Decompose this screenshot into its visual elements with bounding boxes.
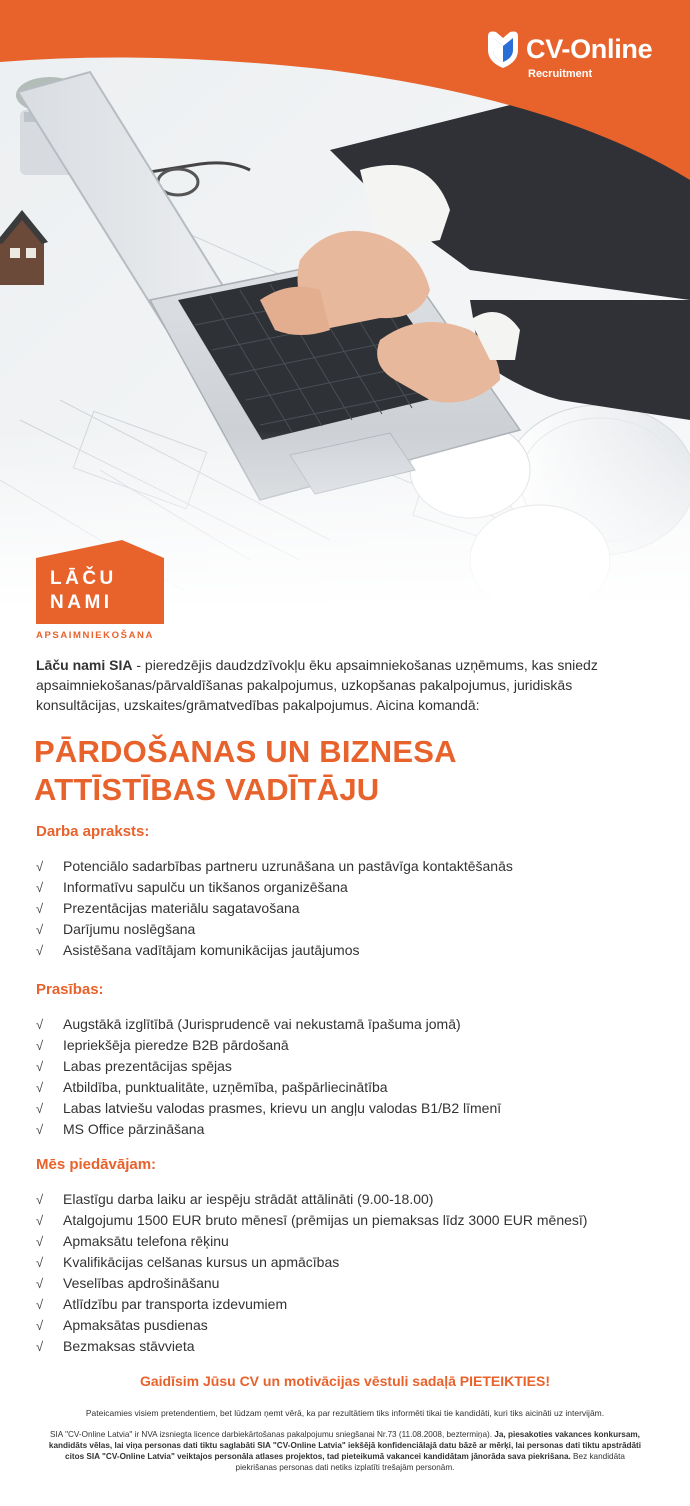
list-item-text: Elastīgu darba laiku ar iespēju strādāt attālināti (9.00-18.00) [63, 1191, 434, 1207]
job-title-line2: ATTĪSTĪBAS VADĪTĀJU [34, 772, 380, 807]
hero-photo [0, 0, 690, 610]
legal-privacy: Bez kandidāta piekrišanas personas dati netiks izplatīti trešajām personām. [235, 1452, 625, 1472]
list-item-text: Asistēšana vadītājam komunikācijas jautājumos [63, 942, 360, 958]
list-item-text: Bezmaksas stāvvieta [63, 1338, 195, 1354]
checkmark-icon: √ [36, 1213, 44, 1228]
list-item-text: Prezentācijas materiālu sagatavošana [63, 900, 300, 916]
list-item-text: Apmaksātu telefona rēķinu [63, 1233, 229, 1249]
apply-call-to-action: Gaidīsim Jūsu CV un motivācijas vēstuli sadaļā PIETEIKTIES! [139, 1373, 551, 1389]
list-item [36, 1056, 656, 1077]
checkmark-icon: √ [36, 1234, 44, 1249]
list-item-text: Darījumu noslēgšana [63, 921, 196, 937]
list-item-text: Atbildība, punktualitāte, uzņēmība, pašpārliecinātība [63, 1079, 388, 1095]
company-name: Lāču nami SIA [36, 657, 133, 673]
company-intro [36, 655, 656, 715]
list-item-text: Veselības apdrošināšanu [63, 1275, 220, 1291]
checkmark-icon: √ [36, 922, 44, 937]
section-heading: Prasības: [36, 981, 104, 998]
cv-online-heart-icon [484, 30, 522, 70]
checkmark-icon: √ [36, 859, 44, 874]
list-item [36, 1273, 656, 1294]
list-item [36, 1077, 656, 1098]
list-item [36, 1336, 656, 1357]
legal-notice [46, 1429, 644, 1473]
list-item [36, 898, 656, 919]
section-heading: Mēs piedāvājam: [36, 1156, 157, 1173]
checkmark-icon: √ [36, 1017, 44, 1032]
list-item-text: Atlīdzību par transporta izdevumiem [63, 1296, 288, 1312]
list-item [36, 1189, 656, 1210]
employer-logo [36, 540, 166, 644]
list-item [36, 1035, 656, 1056]
legal-consent: Ja, piesakoties vakances konkursam, kandidāts vēlas, lai viņa personas dati tiktu saglabāti SIA "CV-Online Latvia" iekšējā konfidenciālajā datu bāzē ar mērķi, lai personas dati tiktu apstrādāti citos SIA "CV-Online Latvia" veiktajos personāla atlases projektos, tad pieteikumā vakancei kandidātam jānorāda sava piekrišana. [48, 1430, 642, 1461]
list-item [36, 1098, 656, 1119]
list-item-text: Labas prezentācijas spējas [63, 1058, 232, 1074]
employer-tagline: APSAIMNIEKOŠANA [36, 630, 154, 641]
list-item-text: Kvalifikācijas celšanas kursus un apmācības [63, 1254, 340, 1270]
bullet-list [36, 1189, 656, 1357]
brand-name: CV-Online [526, 34, 653, 64]
list-item [36, 940, 656, 961]
section-requirements [36, 980, 656, 1140]
checkmark-icon: √ [36, 1255, 44, 1270]
checkmark-icon: √ [36, 1192, 44, 1207]
job-title [34, 733, 654, 809]
checkmark-icon: √ [36, 1339, 44, 1354]
list-item [36, 1119, 656, 1140]
section-job-description [36, 822, 656, 961]
list-item [36, 1014, 656, 1035]
list-item [36, 1210, 656, 1231]
hero-banner [0, 0, 690, 610]
checkmark-icon: √ [36, 1101, 44, 1116]
checkmark-icon: √ [36, 880, 44, 895]
employer-name-line2: NAMI [50, 592, 113, 613]
checkmark-icon: √ [36, 1059, 44, 1074]
list-item [36, 1294, 656, 1315]
list-item [36, 1231, 656, 1252]
brand-subtitle: Recruitment [528, 68, 593, 80]
legal-licence: SIA "CV-Online Latvia" ir NVA izsniegta licence darbiekārtošanas pakalpojumu sniegšanai Nr.73 (11.08.2008, beztermiņa). [50, 1430, 495, 1439]
list-item-text: MS Office pārzināšana [63, 1121, 205, 1137]
checkmark-icon: √ [36, 1080, 44, 1095]
employer-name-line1: LĀČU [50, 568, 117, 589]
job-title-line1: PĀRDOŠANAS UN BIZNESA [34, 734, 457, 769]
section-heading: Darba apraksts: [36, 823, 150, 840]
cv-online-logo [484, 30, 664, 86]
bullet-list [36, 1014, 656, 1140]
list-item [36, 856, 656, 877]
list-item-text: Potenciālo sadarbības partneru uzrunāšana un pastāvīga kontaktēšanās [63, 858, 513, 874]
company-description: - pieredzējis daudzdzīvokļu ēku apsaimniekošanas uzņēmums, kas sniedz apsaimniekošanas/pārvaldīšanas pakalpojumus, uzkopšanas pakalpojumus, juridiskās konsultācijas, uzskaites/grāmatvedības pakalpojumus. Aicina komandā: [36, 657, 598, 713]
list-item-text: Iepriekšēja pieredze B2B pārdošanā [63, 1037, 289, 1053]
bullet-list [36, 856, 656, 961]
checkmark-icon: √ [36, 901, 44, 916]
list-item [36, 919, 656, 940]
thanks-note: Pateicamies visiem pretendentiem, bet lūdzam ņemt vērā, ka par rezultātiem tiks informēti tikai tie kandidāti, kuri tiks aicināti uz intervijām. [85, 1408, 605, 1418]
checkmark-icon: √ [36, 1038, 44, 1053]
checkmark-icon: √ [36, 1297, 44, 1312]
list-item-text: Labas latviešu valodas prasmes, krievu un angļu valodas B1/B2 līmenī [63, 1100, 502, 1116]
list-item [36, 1315, 656, 1336]
checkmark-icon: √ [36, 943, 44, 958]
list-item [36, 1252, 656, 1273]
checkmark-icon: √ [36, 1276, 44, 1291]
checkmark-icon: √ [36, 1122, 44, 1137]
list-item-text: Augstākā izglītībā (Jurisprudencē vai nekustamā īpašuma jomā) [63, 1016, 461, 1032]
section-we-offer [36, 1155, 656, 1357]
list-item-text: Atalgojumu 1500 EUR bruto mēnesī (prēmijas un piemaksas līdz 3000 EUR mēnesī) [63, 1212, 588, 1228]
list-item-text: Apmaksātas pusdienas [63, 1317, 208, 1333]
checkmark-icon: √ [36, 1318, 44, 1333]
list-item [36, 877, 656, 898]
list-item-text: Informatīvu sapulču un tikšanos organizēšana [63, 879, 348, 895]
